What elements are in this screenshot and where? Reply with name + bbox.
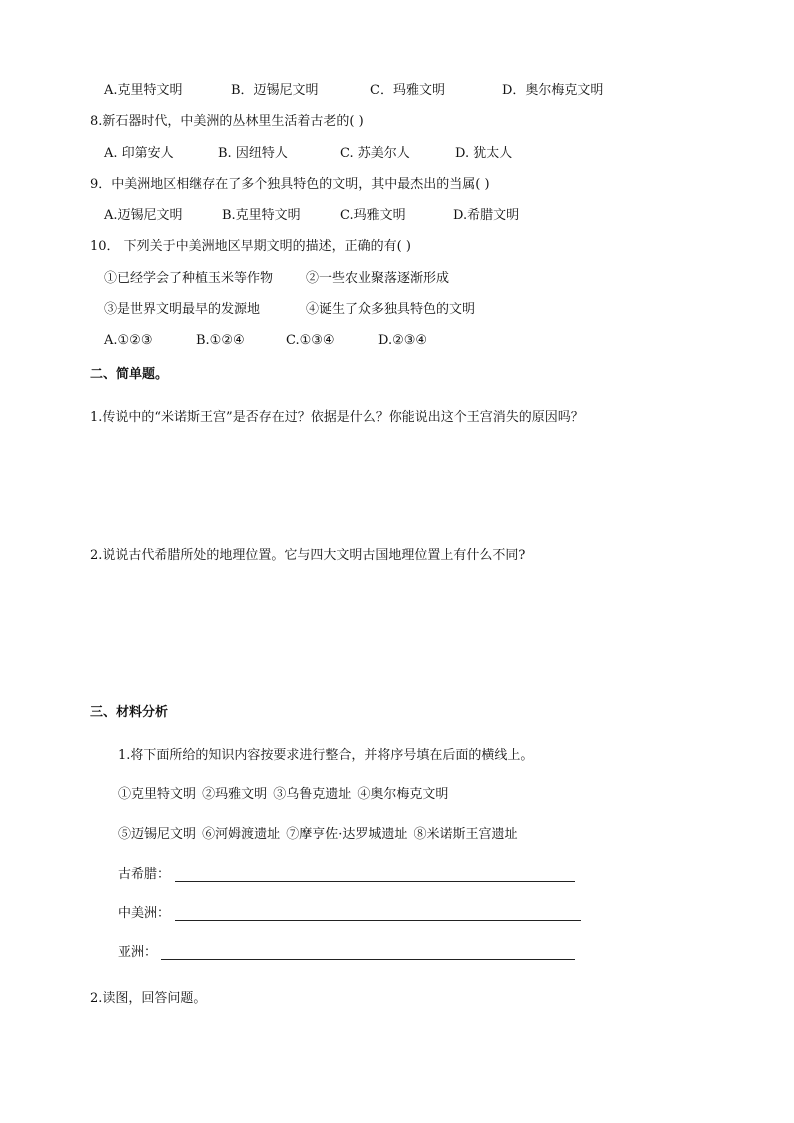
q10-option-a: A.①②③	[104, 333, 153, 348]
q10-statement-4: ④诞生了众多独具特色的文明	[306, 302, 476, 317]
q7-option-a: A.克里特文明	[104, 83, 183, 98]
q10-statement-1: ①已经学会了种植玉米等作物	[104, 271, 274, 286]
q10-option-c: C.①③④	[286, 333, 335, 348]
q8-option-b: B. 因纽特人	[218, 146, 288, 161]
q9-option-d: D.希腊文明	[453, 208, 520, 223]
section3-question-1-stem: 1.将下面所给的知识内容按要求进行整合，并将序号填在后面的横线上。	[118, 748, 534, 763]
q10-option-b: B.①②④	[196, 333, 245, 348]
q9-option-b: B.克里特文明	[222, 208, 301, 223]
fill-label-asia: 亚洲：	[118, 945, 158, 960]
q10-statement-3: ③是世界文明最早的发源地	[104, 302, 261, 317]
q9-option-c: C.玛雅文明	[340, 208, 406, 223]
q7-option-d: D．奥尔梅克文明	[502, 83, 604, 98]
section2-question-2: 2.说说古代希腊所处的地理位置。它与四大文明古国地理位置上有什么不同?	[90, 548, 526, 563]
section3-items-row-1: ①克里特文明 ②玛雅文明 ③乌鲁克遗址 ④奥尔梅克文明	[118, 787, 449, 802]
fill-blank-greece[interactable]	[175, 881, 575, 882]
section2-question-1: 1.传说中的“米诺斯王宫”是否存在过？依据是什么？你能说出这个王宫消失的原因吗？	[90, 410, 584, 425]
q8-option-c: C. 苏美尔人	[340, 146, 410, 161]
section3-items-row-2: ⑤迈锡尼文明 ⑥河姆渡遗址 ⑦摩亨佐·达罗城遗址 ⑧米诺斯王宫遗址	[118, 827, 518, 842]
q10-option-d: D.②③④	[378, 333, 428, 348]
q10-stem: 10． 下列关于中美洲地区早期文明的描述，正确的有( )	[90, 239, 411, 254]
q9-stem: 9．中美洲地区相继存在了多个独具特色的文明，其中最杰出的当属( )	[90, 177, 490, 192]
q8-option-a: A. 印第安人	[104, 146, 174, 161]
section3-heading: 三、材料分析	[90, 705, 169, 720]
q10-statement-2: ②一些农业聚落逐渐形成	[306, 271, 450, 286]
fill-blank-asia[interactable]	[161, 959, 575, 960]
fill-blank-mesoamerica[interactable]	[175, 920, 581, 921]
q7-option-c: C．玛雅文明	[370, 83, 445, 98]
q8-option-d: D. 犹太人	[455, 146, 513, 161]
q9-option-a: A.迈锡尼文明	[104, 208, 183, 223]
fill-label-mesoamerica: 中美洲：	[118, 906, 171, 921]
fill-label-greece: 古希腊：	[118, 867, 171, 882]
q7-option-b: B．迈锡尼文明	[231, 83, 319, 98]
section2-heading: 二、简单题。	[90, 367, 169, 382]
section3-question-2: 2.读图，回答问题。	[90, 991, 207, 1006]
q8-stem: 8.新石器时代，中美洲的丛林里生活着古老的( )	[90, 114, 364, 129]
